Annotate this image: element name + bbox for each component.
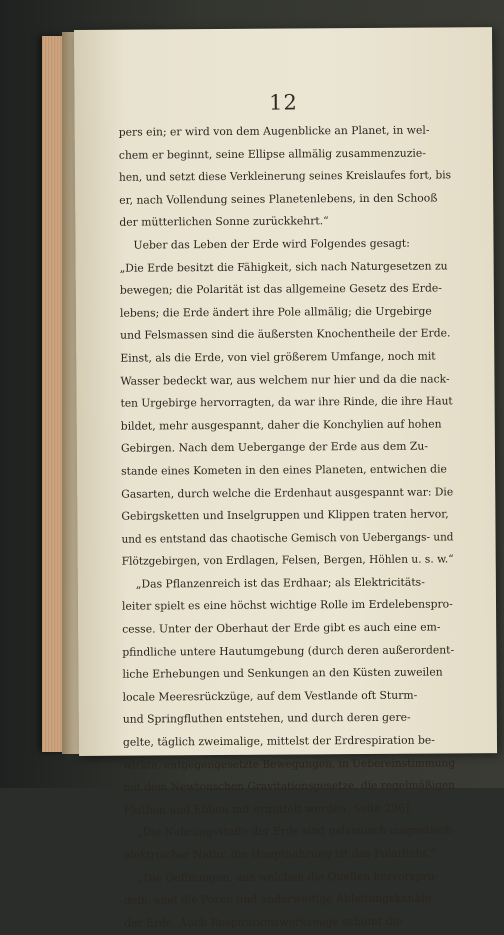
text-line: pers ein; er wird von dem Augenblicke an Planet, in wel- bbox=[118, 123, 430, 139]
text-line: Wasser bedeckt war, aus welchem nur hier und da die nack- bbox=[120, 371, 450, 388]
text-line: stande eines Kometen in den eines Planeten, entwichen die bbox=[121, 462, 447, 478]
text-line: liche Erhebungen und Senkungen an den Küsten zuweilen bbox=[122, 665, 443, 681]
text-line: Ueber das Leben der Erde wird Folgendes gesagt: bbox=[133, 236, 410, 252]
text-line: und Felsmassen sind die äußersten Knochentheile der Erde. bbox=[120, 326, 451, 343]
text-line: hen, und setzt diese Verkleinerung seines Kreislaufes fort, bis bbox=[118, 168, 452, 184]
text-line: elektrischer Natur, die Hauptnahrung ist das Polarlicht.“ bbox=[123, 846, 436, 862]
text-line: „Die Nahrungsstoffe der Erde sind galvanisch-magnetisch- bbox=[137, 823, 456, 839]
text-line: chem er beginnt, seine Ellipse allmälig zusammenzuzie- bbox=[118, 146, 426, 162]
text-line: leiter spielt es eine höchst wichtige Rolle im Erdelebenspro- bbox=[121, 597, 453, 614]
text-line: ten Urgebirge hervorragten, da war ihre Rinde, die ihre Haut bbox=[120, 394, 453, 410]
text-line: Gasarten, durch welche die Erdenhaut ausgespannt war: Die bbox=[121, 484, 454, 501]
text-line: bildet, mehr ausgespannt, daher die Konchylien auf hohen bbox=[120, 417, 442, 433]
text-line: Gebirgen. Nach dem Uebergange der Erde aus dem Zu- bbox=[120, 439, 429, 455]
text-line: mit dem Newtonschen Gravitationsgesetze, die regelmäßigen bbox=[123, 778, 456, 794]
book-page bbox=[74, 27, 497, 930]
text-line: gelte, täglich zweimalige, mittelst der Erdrespiration be- bbox=[122, 733, 435, 749]
text-line: bewegen; die Polarität ist das allgemeine Gesetz des Erde- bbox=[119, 281, 442, 297]
text-line: und Springfluthen entstehen, und durch deren gere- bbox=[122, 711, 411, 727]
text-line: lebens; die Erde ändert ihre Pole allmälig; die Urgebirge bbox=[119, 304, 432, 320]
text-line: „Die Oeffnungen, aus welchen die Quellen hervorspru- bbox=[137, 869, 439, 885]
text-line: „Die Erde besitzt die Fähigkeit, sich nach Naturgesetzen zu bbox=[119, 258, 448, 275]
body-text bbox=[119, 119, 457, 935]
text-line: cesse. Unter der Oberhaut der Erde gibt es auch eine em- bbox=[122, 620, 441, 636]
text-line: Einst, als die Erde, von viel größerem Umfange, noch mit bbox=[120, 349, 436, 365]
text-line: wirkte, entgegengesetzte Bewegungen, in Uebereinstimmung bbox=[123, 755, 456, 772]
text-line: Flötzgebirgen, von Erdlagen, Felsen, Bergen, Höhlen u. s. w.“ bbox=[121, 552, 454, 568]
text-line: locale Meeresrückzüge, auf dem Vestlande oft Sturm- bbox=[122, 688, 418, 704]
text-line: er, nach Vollendung seines Planetenlebens, in den Schooß bbox=[119, 191, 438, 207]
text-line: der Erde. Auch Respirationswerkzeuge scheint die bbox=[124, 914, 403, 930]
text-line: „Das Pflanzenreich ist das Erdhaar; als Elektricitäts- bbox=[135, 575, 425, 591]
text-line: pfindliche untere Hautumgebung (durch deren außerordent- bbox=[122, 643, 455, 659]
text-line: deln, sind die Poren und anderweitige Ableitungskanäle bbox=[124, 891, 432, 907]
text-line: der mütterlichen Sonne zurückkehrt.“ bbox=[119, 214, 329, 230]
text-line: Gebirgsketten und Inselgruppen und Klippen traten hervor, bbox=[121, 507, 449, 523]
text-line: Fluthen und Ebben mit ermittelt werden. Seite 296]. bbox=[123, 801, 413, 817]
page-number: 12 bbox=[269, 90, 298, 115]
text-line: und es entstand das chaotische Gemisch von Uebergangs- und bbox=[121, 530, 454, 546]
